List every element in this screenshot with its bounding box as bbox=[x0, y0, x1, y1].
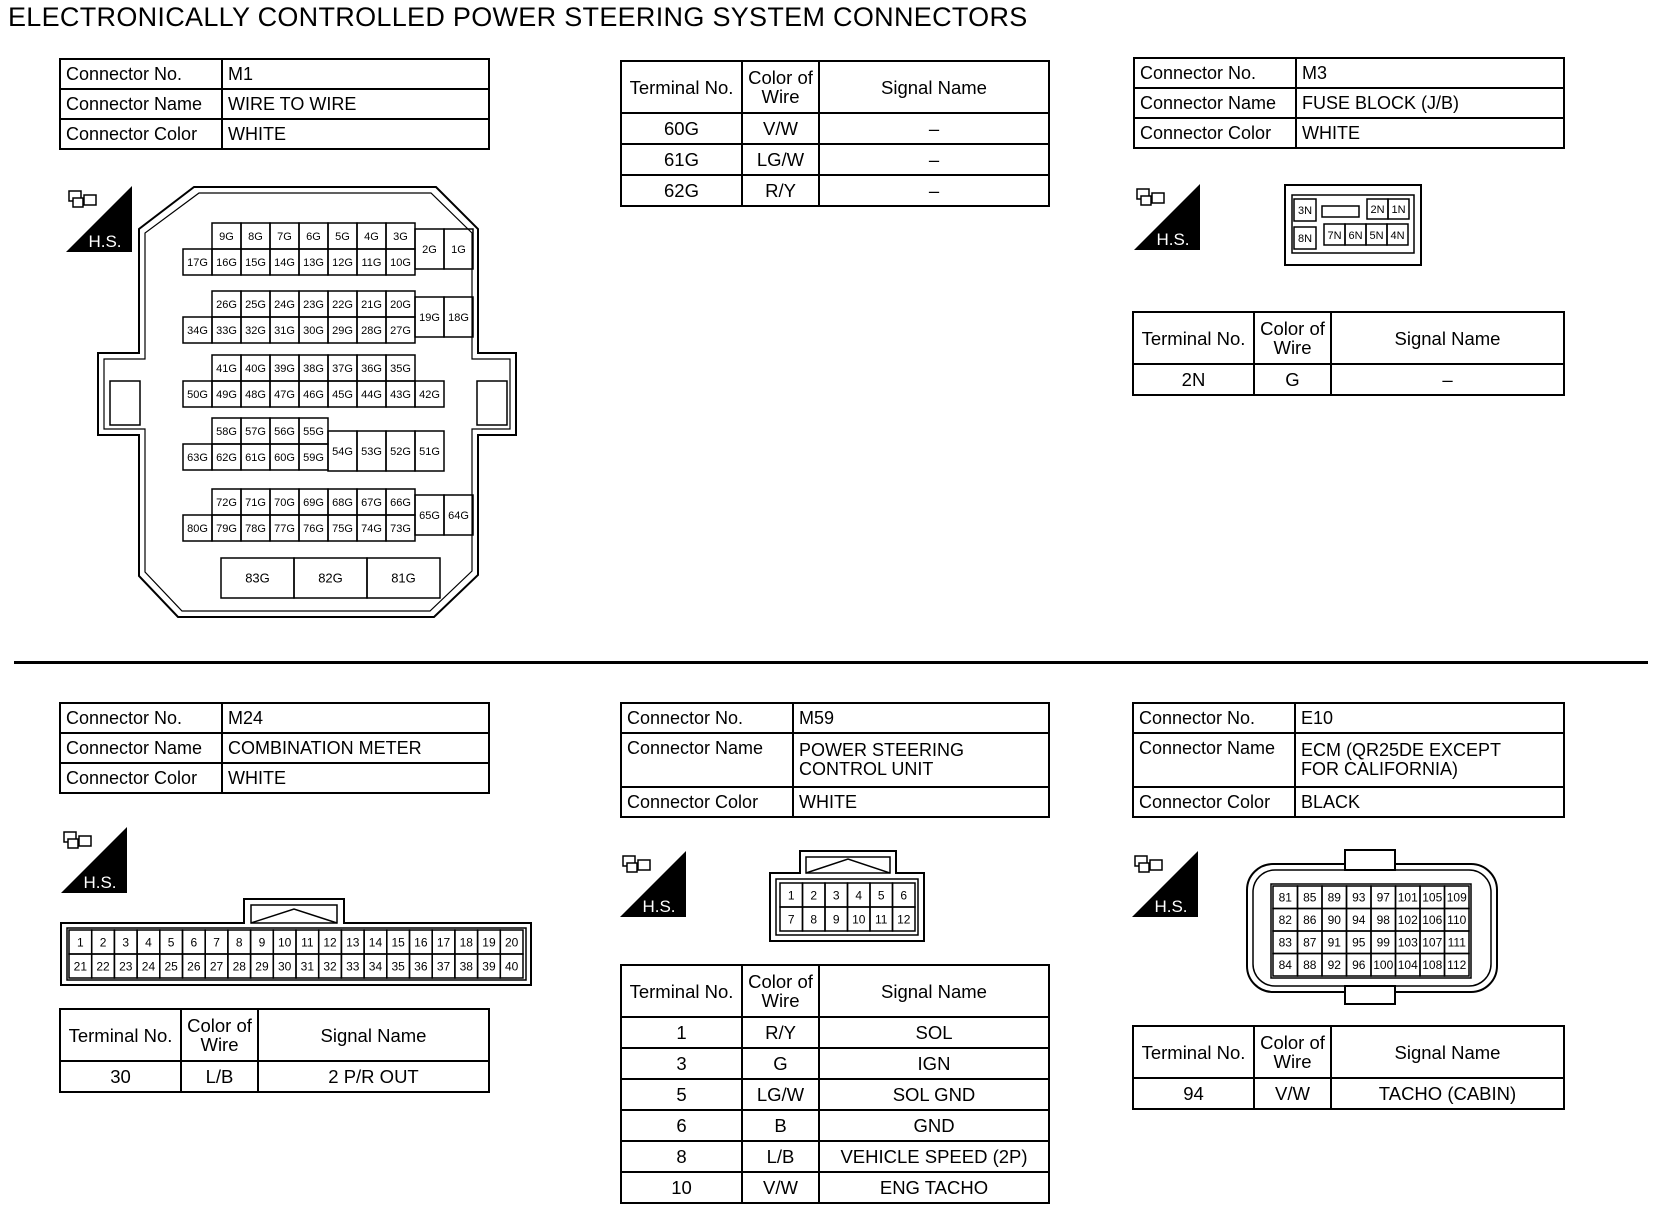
e10-terminal-table bbox=[1132, 1025, 1565, 1110]
connector-name-label: Connector Name bbox=[60, 733, 222, 763]
m59-terminal-table bbox=[620, 964, 1050, 1204]
m59-info-table bbox=[620, 702, 1050, 818]
pin-label: 12G bbox=[332, 256, 353, 269]
pin-label: 43G bbox=[390, 388, 411, 401]
pin-label: 84 bbox=[1278, 958, 1292, 973]
pin-label: 4 bbox=[855, 888, 863, 903]
pin-label: 8 bbox=[810, 912, 818, 927]
pin-label: 85 bbox=[1303, 890, 1317, 905]
pin-label: 37G bbox=[332, 362, 353, 375]
pin-label: 60G bbox=[274, 451, 295, 464]
pin-label: 83 bbox=[1278, 935, 1292, 950]
pin-label: 6N bbox=[1348, 230, 1363, 242]
pin-label: 10G bbox=[390, 256, 411, 269]
terminal-color: B bbox=[742, 1110, 819, 1141]
pin-label: 40 bbox=[504, 959, 519, 974]
pin-label: 67G bbox=[361, 496, 382, 509]
pin-label: 72G bbox=[216, 496, 237, 509]
pin-label: 9 bbox=[832, 912, 840, 927]
m59-connector-color: WHITE bbox=[793, 787, 1049, 817]
pin-label: 6G bbox=[306, 230, 321, 243]
pin-label: 9G bbox=[219, 230, 234, 243]
connector-name-label: Connector Name bbox=[60, 89, 222, 119]
pin-label: 8 bbox=[235, 935, 243, 950]
pin-label: 112 bbox=[1447, 958, 1467, 973]
m24-terminal-table bbox=[59, 1008, 490, 1093]
terminal-no: 61G bbox=[621, 144, 742, 175]
pin-label: 37 bbox=[436, 959, 451, 974]
signal-name-header: Signal Name bbox=[1331, 1026, 1564, 1078]
pin-label: 17 bbox=[436, 935, 451, 950]
pin-label: 31G bbox=[274, 324, 295, 337]
pin-label: 2 bbox=[99, 935, 107, 950]
terminal-color: G bbox=[1254, 364, 1331, 395]
pin-label: 13 bbox=[346, 935, 360, 950]
section-divider bbox=[14, 661, 1648, 664]
pin-label: 11G bbox=[361, 256, 382, 269]
pin-label: 54G bbox=[332, 445, 353, 458]
pin-label: 32 bbox=[323, 959, 337, 974]
pin-label: 82G bbox=[318, 570, 343, 586]
pin-label: 62G bbox=[216, 451, 237, 464]
pin-label: 63G bbox=[187, 451, 208, 464]
pin-label: 78G bbox=[245, 522, 266, 535]
pin-label: 35 bbox=[391, 959, 405, 974]
pin-label: 24 bbox=[141, 959, 156, 974]
signal-name-header: Signal Name bbox=[819, 61, 1049, 113]
m3-connector-no: M3 bbox=[1296, 58, 1564, 88]
m1-terminal-table bbox=[620, 60, 1050, 207]
pin-label: 22 bbox=[96, 959, 110, 974]
pin-label: 2 bbox=[810, 888, 818, 903]
m3-connector-color: WHITE bbox=[1296, 118, 1564, 148]
terminal-signal: – bbox=[819, 144, 1049, 175]
pin-label: 1 bbox=[787, 888, 795, 903]
pin-label: 39 bbox=[482, 959, 496, 974]
m59-connector-name: POWER STEERING CONTROL UNIT bbox=[793, 733, 1049, 787]
connector-name-label: Connector Name bbox=[1133, 733, 1295, 787]
terminal-row bbox=[621, 1017, 1049, 1048]
pin-label: 111 bbox=[1447, 935, 1466, 950]
pin-label: 27 bbox=[209, 959, 224, 974]
terminal-signal: SOL GND bbox=[819, 1079, 1049, 1110]
terminal-row bbox=[621, 144, 1049, 175]
pin-label: 8G bbox=[248, 230, 263, 243]
m1-connector-diagram bbox=[96, 183, 551, 638]
pin-label: 56G bbox=[274, 425, 295, 438]
pin-label: 36G bbox=[361, 362, 382, 375]
e10-connector-diagram bbox=[1245, 848, 1500, 1008]
pin-label: 1N bbox=[1391, 204, 1406, 216]
pin-label: 46G bbox=[303, 388, 324, 401]
pin-label: 96 bbox=[1352, 958, 1366, 973]
hs-label: H.S. bbox=[1154, 897, 1188, 916]
pin-label: 6 bbox=[190, 935, 198, 950]
terminal-no: 3 bbox=[621, 1048, 742, 1079]
harness-side-icon bbox=[620, 851, 686, 917]
pin-label: 19G bbox=[419, 311, 440, 324]
pin-label: 3N bbox=[1297, 205, 1313, 217]
pin-label: 30 bbox=[277, 959, 292, 974]
pin-label: 47G bbox=[274, 388, 295, 401]
signal-name-header: Signal Name bbox=[258, 1009, 489, 1061]
pin-label: 32G bbox=[245, 324, 266, 337]
terminal-no: 94 bbox=[1133, 1078, 1254, 1109]
pin-label: 105 bbox=[1422, 890, 1443, 905]
signal-name-header: Signal Name bbox=[1331, 312, 1564, 364]
pin-label: 81 bbox=[1278, 890, 1292, 905]
pin-label: 23 bbox=[119, 959, 133, 974]
pin-label: 99 bbox=[1376, 935, 1390, 950]
terminal-signal: ENG TACHO bbox=[819, 1172, 1049, 1203]
pin-label: 15G bbox=[245, 256, 266, 269]
m24-connector-color: WHITE bbox=[222, 763, 489, 793]
pin-label: 16G bbox=[216, 256, 237, 269]
terminal-color: L/B bbox=[742, 1141, 819, 1172]
color-of-wire-header: Color of Wire bbox=[742, 61, 819, 113]
terminal-row bbox=[60, 1061, 489, 1092]
connector-color-label: Connector Color bbox=[60, 763, 222, 793]
pin-label: 108 bbox=[1422, 958, 1443, 973]
pin-label: 18 bbox=[459, 935, 473, 950]
terminal-color: LG/W bbox=[742, 144, 819, 175]
terminal-signal: 2 P/R OUT bbox=[258, 1061, 489, 1092]
e10-connector-name: ECM (QR25DE EXCEPT FOR CALIFORNIA) bbox=[1295, 733, 1564, 787]
pin-label: 102 bbox=[1397, 913, 1418, 928]
pin-label: 38 bbox=[459, 959, 473, 974]
pin-label: 28G bbox=[361, 324, 382, 337]
pin-label: 2N bbox=[1370, 204, 1385, 216]
pin-label: 28 bbox=[232, 959, 246, 974]
m1-info-table bbox=[59, 58, 490, 150]
m24-info-table bbox=[59, 702, 490, 794]
terminal-row bbox=[621, 1079, 1049, 1110]
pin-label: 68G bbox=[332, 496, 353, 509]
terminal-no: 5 bbox=[621, 1079, 742, 1110]
signal-name-header: Signal Name bbox=[819, 965, 1049, 1017]
m1-connector-no: M1 bbox=[222, 59, 489, 89]
pin-label: 53G bbox=[361, 445, 382, 458]
terminal-no: 8 bbox=[621, 1141, 742, 1172]
terminal-no-header: Terminal No. bbox=[1133, 1026, 1254, 1078]
color-of-wire-header: Color of Wire bbox=[1254, 1026, 1331, 1078]
pin-label: 110 bbox=[1447, 913, 1467, 928]
pin-label: 66G bbox=[390, 496, 411, 509]
terminal-no-header: Terminal No. bbox=[621, 61, 742, 113]
pin-label: 30G bbox=[303, 324, 324, 337]
pin-label: 38G bbox=[303, 362, 324, 375]
pin-label: 39G bbox=[274, 362, 295, 375]
terminal-no-header: Terminal No. bbox=[60, 1009, 181, 1061]
pin-label: 5G bbox=[335, 230, 350, 243]
pin-label: 57G bbox=[245, 425, 266, 438]
terminal-row bbox=[621, 1048, 1049, 1079]
pin-label: 50G bbox=[187, 388, 208, 401]
pin-label: 3 bbox=[832, 888, 840, 903]
terminal-color: R/Y bbox=[742, 1017, 819, 1048]
pin-label: 7 bbox=[787, 912, 795, 927]
connector-no-label: Connector No. bbox=[1133, 703, 1295, 733]
pin-label: 61G bbox=[245, 451, 266, 464]
terminal-no: 60G bbox=[621, 113, 742, 144]
pin-label: 87 bbox=[1303, 935, 1317, 950]
terminal-color: V/W bbox=[742, 113, 819, 144]
pin-label: 10 bbox=[852, 912, 866, 927]
connector-color-label: Connector Color bbox=[60, 119, 222, 149]
pin-label: 2G bbox=[422, 243, 437, 256]
pin-label: 21 bbox=[73, 959, 88, 974]
connector-no-label: Connector No. bbox=[1134, 58, 1296, 88]
pin-label: 12 bbox=[897, 912, 911, 927]
terminal-signal: VEHICLE SPEED (2P) bbox=[819, 1141, 1049, 1172]
pin-label: 6 bbox=[900, 888, 908, 903]
terminal-color: R/Y bbox=[742, 175, 819, 206]
pin-label: 88 bbox=[1303, 958, 1317, 973]
pin-label: 45G bbox=[332, 388, 353, 401]
pin-label: 13G bbox=[303, 256, 324, 269]
pin-label: 40G bbox=[245, 362, 266, 375]
pin-label: 5N bbox=[1369, 230, 1384, 242]
hs-label: H.S. bbox=[1156, 230, 1190, 249]
terminal-color: V/W bbox=[1254, 1078, 1331, 1109]
pin-label: 97 bbox=[1376, 890, 1390, 905]
pin-label: 19 bbox=[482, 935, 496, 950]
pin-label: 22G bbox=[332, 298, 353, 311]
terminal-color: LG/W bbox=[742, 1079, 819, 1110]
terminal-row bbox=[621, 1141, 1049, 1172]
connector-color-label: Connector Color bbox=[621, 787, 793, 817]
terminal-signal: – bbox=[819, 175, 1049, 206]
connector-no-label: Connector No. bbox=[60, 59, 222, 89]
pin-label: 65G bbox=[419, 509, 440, 522]
pin-label: 44G bbox=[361, 388, 382, 401]
pin-label: 73G bbox=[390, 522, 411, 535]
pin-label: 49G bbox=[216, 388, 237, 401]
connector-name-label: Connector Name bbox=[1134, 88, 1296, 118]
pin-label: 107 bbox=[1422, 935, 1443, 950]
pin-label: 4 bbox=[145, 935, 152, 950]
pin-label: 8N bbox=[1297, 233, 1313, 245]
m24-connector-diagram bbox=[59, 897, 534, 987]
harness-side-icon bbox=[1134, 184, 1200, 250]
pin-label: 90 bbox=[1327, 913, 1341, 928]
pin-label: 101 bbox=[1397, 890, 1418, 905]
color-of-wire-header: Color of Wire bbox=[181, 1009, 258, 1061]
pin-label: 18G bbox=[448, 311, 469, 324]
m59-connector-diagram bbox=[768, 849, 928, 944]
terminal-color: L/B bbox=[181, 1061, 258, 1092]
terminal-no: 10 bbox=[621, 1172, 742, 1203]
pin-label: 69G bbox=[303, 496, 324, 509]
pin-label: 7G bbox=[277, 230, 292, 243]
pin-label: 35G bbox=[390, 362, 411, 375]
pin-label: 1G bbox=[451, 243, 466, 256]
pin-label: 29 bbox=[255, 959, 269, 974]
color-of-wire-header: Color of Wire bbox=[1254, 312, 1331, 364]
connector-color-label: Connector Color bbox=[1133, 787, 1295, 817]
pin-label: 3G bbox=[393, 230, 408, 243]
pin-label: 33 bbox=[346, 959, 360, 974]
terminal-row bbox=[621, 175, 1049, 206]
pin-label: 83G bbox=[245, 570, 270, 586]
pin-label: 9 bbox=[258, 935, 266, 950]
pin-label: 23G bbox=[303, 298, 324, 311]
pin-label: 94 bbox=[1352, 913, 1366, 928]
e10-connector-color: BLACK bbox=[1295, 787, 1564, 817]
terminal-no-header: Terminal No. bbox=[621, 965, 742, 1017]
pin-label: 103 bbox=[1397, 935, 1418, 950]
hs-label: H.S. bbox=[642, 897, 676, 916]
page-title: ELECTRONICALLY CONTROLLED POWER STEERING SYSTEM CONNECTORS bbox=[8, 2, 1028, 32]
pin-label: 80G bbox=[187, 522, 208, 535]
pin-label: 59G bbox=[303, 451, 324, 464]
pin-label: 98 bbox=[1376, 913, 1390, 928]
color-of-wire-header: Color of Wire bbox=[742, 965, 819, 1017]
pin-label: 48G bbox=[245, 388, 266, 401]
pin-label: 17G bbox=[187, 256, 208, 269]
pin-label: 51G bbox=[419, 445, 440, 458]
pin-label: 16 bbox=[414, 935, 428, 950]
m3-info-table bbox=[1133, 57, 1565, 149]
pin-label: 93 bbox=[1352, 890, 1366, 905]
m3-connector-name: FUSE BLOCK (J/B) bbox=[1296, 88, 1564, 118]
pin-label: 11 bbox=[875, 912, 888, 927]
e10-info-table bbox=[1132, 702, 1565, 818]
pin-label: 81G bbox=[391, 570, 416, 586]
pin-label: 7N bbox=[1327, 230, 1342, 242]
m1-connector-color: WHITE bbox=[222, 119, 489, 149]
pin-label: 14 bbox=[368, 935, 383, 950]
connector-no-label: Connector No. bbox=[60, 703, 222, 733]
pin-label: 76G bbox=[303, 522, 324, 535]
pin-label: 106 bbox=[1422, 913, 1443, 928]
m1-connector-name: WIRE TO WIRE bbox=[222, 89, 489, 119]
terminal-color: G bbox=[742, 1048, 819, 1079]
terminal-row bbox=[1133, 364, 1564, 395]
pin-label: 12 bbox=[323, 935, 337, 950]
pin-label: 4G bbox=[364, 230, 379, 243]
pin-label: 25G bbox=[245, 298, 266, 311]
pin-label: 64G bbox=[448, 509, 469, 522]
pin-label: 20G bbox=[390, 298, 411, 311]
terminal-signal: TACHO (CABIN) bbox=[1331, 1078, 1564, 1109]
m3-connector-diagram bbox=[1283, 183, 1423, 268]
m3-terminal-table bbox=[1132, 311, 1565, 396]
terminal-no: 2N bbox=[1133, 364, 1254, 395]
pin-label: 10 bbox=[277, 935, 292, 950]
pin-label: 11 bbox=[301, 935, 314, 950]
pin-label: 3 bbox=[122, 935, 130, 950]
pin-label: 5 bbox=[167, 935, 175, 950]
pin-label: 89 bbox=[1327, 890, 1341, 905]
pin-label: 41G bbox=[216, 362, 237, 375]
pin-label: 95 bbox=[1352, 935, 1366, 950]
harness-side-icon bbox=[61, 827, 127, 893]
e10-connector-no: E10 bbox=[1295, 703, 1564, 733]
pin-label: 26 bbox=[187, 959, 201, 974]
pin-label: 104 bbox=[1397, 958, 1418, 973]
pin-label: 25 bbox=[164, 959, 178, 974]
pin-label: 26G bbox=[216, 298, 237, 311]
m24-connector-no: M24 bbox=[222, 703, 489, 733]
pin-label: 70G bbox=[274, 496, 295, 509]
pin-label: 31 bbox=[300, 959, 315, 974]
m24-connector-name: COMBINATION METER bbox=[222, 733, 489, 763]
terminal-no: 30 bbox=[60, 1061, 181, 1092]
connector-color-label: Connector Color bbox=[1134, 118, 1296, 148]
pin-label: 109 bbox=[1446, 890, 1467, 905]
pin-label: 58G bbox=[216, 425, 237, 438]
harness-side-icon bbox=[1132, 851, 1198, 917]
pin-label: 82 bbox=[1278, 913, 1292, 928]
terminal-no: 1 bbox=[621, 1017, 742, 1048]
terminal-row bbox=[621, 1110, 1049, 1141]
terminal-no-header: Terminal No. bbox=[1133, 312, 1254, 364]
terminal-row bbox=[621, 113, 1049, 144]
pin-label: 42G bbox=[419, 388, 440, 401]
pin-label: 77G bbox=[274, 522, 295, 535]
terminal-no: 62G bbox=[621, 175, 742, 206]
pin-label: 75G bbox=[332, 522, 353, 535]
pin-label: 21G bbox=[361, 298, 382, 311]
pin-label: 55G bbox=[303, 425, 324, 438]
pin-label: 74G bbox=[361, 522, 382, 535]
terminal-signal: – bbox=[1331, 364, 1564, 395]
terminal-color: V/W bbox=[742, 1172, 819, 1203]
terminal-row bbox=[1133, 1078, 1564, 1109]
pin-label: 27G bbox=[390, 324, 411, 337]
pin-label: 20 bbox=[504, 935, 519, 950]
connector-name-label: Connector Name bbox=[621, 733, 793, 787]
m59-connector-no: M59 bbox=[793, 703, 1049, 733]
hs-label: H.S. bbox=[88, 232, 122, 251]
pin-label: 34 bbox=[368, 959, 383, 974]
pin-label: 4N bbox=[1390, 230, 1405, 242]
hs-label: H.S. bbox=[83, 873, 117, 892]
pin-label: 33G bbox=[216, 324, 237, 337]
pin-label: 52G bbox=[390, 445, 411, 458]
pin-label: 29G bbox=[332, 324, 353, 337]
pin-label: 14G bbox=[274, 256, 295, 269]
terminal-signal: SOL bbox=[819, 1017, 1049, 1048]
terminal-signal: IGN bbox=[819, 1048, 1049, 1079]
pin-label: 100 bbox=[1373, 958, 1394, 973]
pin-label: 71G bbox=[245, 496, 266, 509]
pin-label: 7 bbox=[213, 935, 220, 950]
pin-label: 1 bbox=[77, 935, 84, 950]
pin-label: 5 bbox=[877, 888, 885, 903]
pin-label: 86 bbox=[1303, 913, 1317, 928]
terminal-signal: – bbox=[819, 113, 1049, 144]
pin-label: 79G bbox=[216, 522, 237, 535]
connector-no-label: Connector No. bbox=[621, 703, 793, 733]
terminal-signal: GND bbox=[819, 1110, 1049, 1141]
terminal-no: 6 bbox=[621, 1110, 742, 1141]
pin-label: 91 bbox=[1327, 935, 1341, 950]
terminal-row bbox=[621, 1172, 1049, 1203]
pin-label: 34G bbox=[187, 324, 208, 337]
pin-label: 15 bbox=[391, 935, 405, 950]
pin-label: 36 bbox=[414, 959, 428, 974]
pin-label: 92 bbox=[1327, 958, 1341, 973]
pin-label: 24G bbox=[274, 298, 295, 311]
